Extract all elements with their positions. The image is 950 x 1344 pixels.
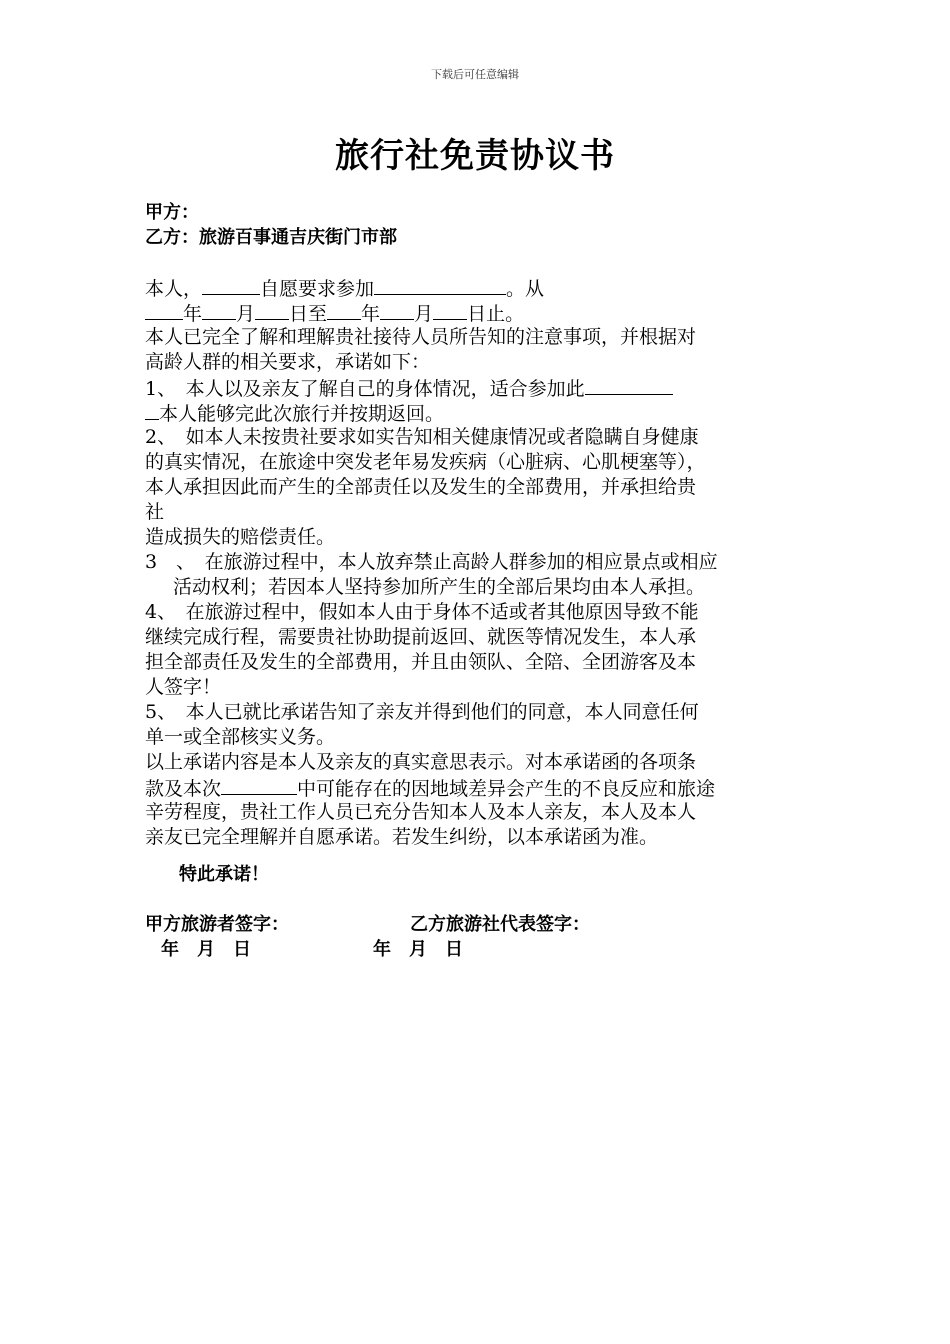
intro-text: 自愿要求参加 [260,278,375,300]
tour-blank [374,275,506,295]
item-2-line: 造成损失的赔偿责任。 [145,526,336,548]
item-1-text: 本人能够完此次旅行并按期返回。 [159,403,445,425]
party-a-line: 甲方： [145,202,199,223]
item-5-line: 单一或全部核实义务。 [145,726,336,748]
item-3-line: 3 、 在旅游过程中，本人放弃禁止高龄人群参加的相应景点或相应 [145,551,718,573]
special-commitment: 特此承诺！ [179,864,269,885]
closing-line: 亲友已完全理解并自愿承诺。若发生纠纷，以本承诺函为准。 [145,826,659,848]
closing-text: 中可能存在的因地域差异会产生的不良反应和旅途 [297,778,716,800]
item-2-line: 2、 如本人未按贵社要求如实告知相关健康情况或者隐瞒自身健康 [145,426,699,448]
party-b-date: 年 月 日 [373,939,463,960]
item-5-line: 5、 本人已就比承诺告知了亲友并得到他们的同意，本人同意任何 [145,701,699,723]
date-blank [327,300,361,320]
item-2-line: 本人承担因此而产生的全部责任以及发生的全部费用，并承担给贵 [145,476,697,498]
item-3-line: 活动权利；若因本人坚持参加所产生的全部后果均由本人承担。 [173,576,706,598]
item-1-blank [585,375,673,395]
date-blank [145,300,183,320]
item-1-blank [145,400,159,420]
spacer [145,250,825,275]
item-4-line: 继续完成行程，需要贵社协助提前返回、就医等情况发生，本人承 [145,626,697,648]
item-1-line [145,400,825,425]
date-blank [380,300,414,320]
closing-text: 款及本次 [145,778,222,800]
party-a-signature-label: 甲方旅游者签字： [145,914,289,935]
document-title: 旅行社免责协议书 [335,136,615,176]
date-blank [433,300,467,320]
intro-line-1 [145,275,825,300]
signature-labels-row [145,912,825,937]
preface-line: 高龄人群的相关要求，承诺如下： [145,351,431,373]
intro-line-2 [145,300,825,325]
name-blank [202,275,260,295]
intro-text: 。从 [506,278,545,300]
item-4-line: 4、 在旅游过程中，假如本人由于身体不适或者其他原因导致不能 [145,601,699,623]
closing-line [145,775,825,800]
item-4-line: 人签字！ [145,676,222,698]
intro-text: 本人， [145,278,203,300]
date-text: 月 [414,303,434,325]
closing-line: 辛劳程度，贵社工作人员已充分告知本人及本人亲友，本人及本人 [145,801,697,823]
date-blank [255,300,289,320]
document-body [145,200,825,962]
party-a-date: 年 月 日 [161,939,251,960]
preface-line: 本人已完全了解和理解贵社接待人员所告知的注意事项，并根据对 [145,326,697,348]
spacer [145,887,825,912]
header-note: 下载后可任意编辑 [431,68,519,81]
item-1-text: 1、 本人以及亲友了解自己的身体情况，适合参加此 [145,378,585,400]
date-text: 日止。 [467,303,525,325]
date-text: 日至 [289,303,328,325]
closing-blank [221,775,297,795]
item-1-line [145,375,825,400]
item-2-line: 的真实情况，在旅途中突发老年易发疾病（心脏病、心肌梗塞等）， [145,451,706,473]
item-2-line: 社 [145,501,165,523]
party-b-signature-label: 乙方旅游社代表签字： [410,914,590,935]
date-blank [202,300,236,320]
date-text: 年 [183,303,203,325]
closing-line: 以上承诺内容是本人及亲友的真实意思表示。对本承诺函的各项条 [145,751,697,773]
party-b-line: 乙方：旅游百事通吉庆街门市部 [145,227,397,248]
item-4-line: 担全部责任及发生的全部费用，并且由领队、全陪、全团游客及本 [145,651,697,673]
date-text: 月 [236,303,256,325]
date-text: 年 [361,303,381,325]
signature-dates-row [145,937,825,962]
